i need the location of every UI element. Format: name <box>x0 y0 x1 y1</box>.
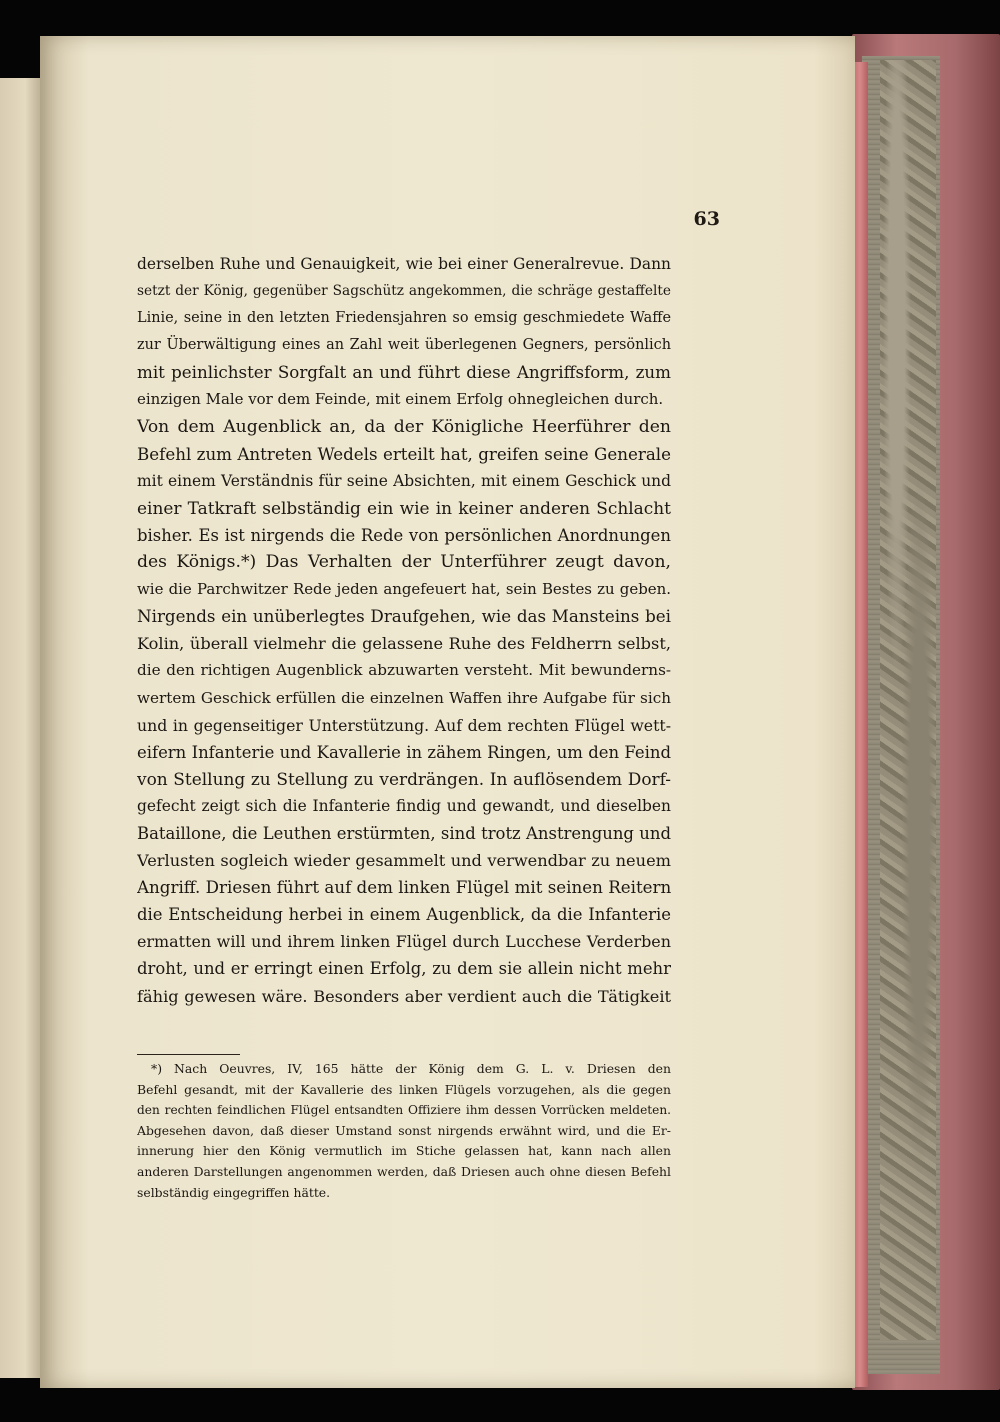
footnote-line: selbständig eingegriffen hätte. <box>137 1184 331 1200</box>
body-line: Angriff. Driesen führt auf dem linken Flügel mit seinen Reitern <box>137 877 671 898</box>
footnote-line: Befehl gesandt, mit der Kavallerie des linken Flügels vorzugehen, als die gegen <box>137 1081 671 1097</box>
body-line: einzigen Male vor dem Feinde, mit einem Erfolg ohnegleichen durch. <box>137 390 664 409</box>
body-line: Linie, seine in den letzten Friedensjahren so emsig geschmiedete Waffe <box>137 310 671 327</box>
book-page <box>40 36 855 1388</box>
footnote-line: den rechten feindlichen Flügel entsandten Offiziere ihm dessen Vorrücken meldeten. <box>137 1103 671 1118</box>
footnote-divider <box>137 1054 240 1055</box>
body-line: wie die Parchwitzer Rede jeden angefeuert hat, sein Bestes zu geben. <box>137 580 671 599</box>
body-line: die den richtigen Augenblick abzuwarten versteht. Mit bewunderns- <box>137 661 671 680</box>
body-line: Nirgends ein unüberlegtes Draufgehen, wie das Mansteins bei <box>137 606 671 627</box>
body-line: von Stellung zu Stellung zu verdrängen. In auflösendem Dorf- <box>137 768 671 789</box>
facing-page-edge <box>0 78 42 1378</box>
body-line: einer Tatkraft selbständig ein wie in keiner anderen Schlacht <box>137 497 671 518</box>
page-number: 63 <box>693 208 720 230</box>
body-line: gefecht zeigt sich die Infanterie findig und gewandt, und dieselben <box>137 796 671 815</box>
body-line: Kolin, überall vielmehr die gelassene Ruhe des Feldherrn selbst, <box>137 634 671 654</box>
marbled-edge <box>880 60 936 1340</box>
footnote-line: *) Nach Oeuvres, IV, 165 hätte der König dem G. L. v. Driesen den <box>151 1061 671 1076</box>
body-line: bisher. Es ist nirgends die Rede von persönlichen Anordnungen <box>137 525 671 545</box>
body-line: zur Überwältigung eines an Zahl weit überlegenen Gegners, persönlich <box>137 337 671 354</box>
body-line: Befehl zum Antreten Wedels erteilt hat, greifen seine Generale <box>137 443 671 464</box>
footnote-line: Abgesehen davon, daß dieser Umstand sonst nirgends erwähnt wird, und die Er- <box>137 1122 671 1138</box>
body-line: Bataillone, die Leuthen erstürmten, sind trotz Anstrengung und <box>137 823 671 843</box>
footnote-line: anderen Darstellungen angenommen werden, daß Driesen auch ohne diesen Befehl <box>137 1163 671 1179</box>
body-line: des Königs.*) Das Verhalten der Unterführer zeugt davon, <box>137 552 671 573</box>
footnote <box>137 1059 671 1203</box>
footnote-line: innerung hier den König vermutlich im Stiche gelassen hat, kann nach allen <box>137 1143 671 1159</box>
body-text <box>137 251 671 1010</box>
body-line: derselben Ruhe und Genauigkeit, wie bei einer Generalrevue. Dann <box>137 255 671 273</box>
body-line: die Entscheidung herbei in einem Augenblick, da die Infanterie <box>137 905 671 925</box>
body-line: ermatten will und ihrem linken Flügel durch Lucchese Verderben <box>137 932 671 952</box>
body-line: Von dem Augenblick an, da der Königliche Heerführer den <box>137 416 671 437</box>
body-line: droht, und er erringt einen Erfolg, zu dem sie allein nicht mehr <box>137 959 671 979</box>
body-line: mit einem Verständnis für seine Absichten, mit einem Geschick und <box>137 471 671 490</box>
body-line: setzt der König, gegenüber Sagschütz angekommen, die schräge gestaffelte <box>137 283 671 300</box>
body-line: wertem Geschick erfüllen die einzelnen Waffen ihre Aufgabe für sich <box>137 688 671 707</box>
body-line: und in gegenseitiger Unterstützung. Auf dem rechten Flügel wett- <box>137 715 671 735</box>
body-line: Verlusten sogleich wieder gesammelt und verwendbar zu neuem <box>137 851 671 871</box>
body-line: fähig gewesen wäre. Besonders aber verdient auch die Tätigkeit <box>137 986 671 1006</box>
body-line: mit peinlichster Sorgfalt an und führt diese Angriffsform, zum <box>137 362 671 383</box>
body-line: eifern Infanterie und Kavallerie in zähem Ringen, um den Feind <box>137 742 671 762</box>
